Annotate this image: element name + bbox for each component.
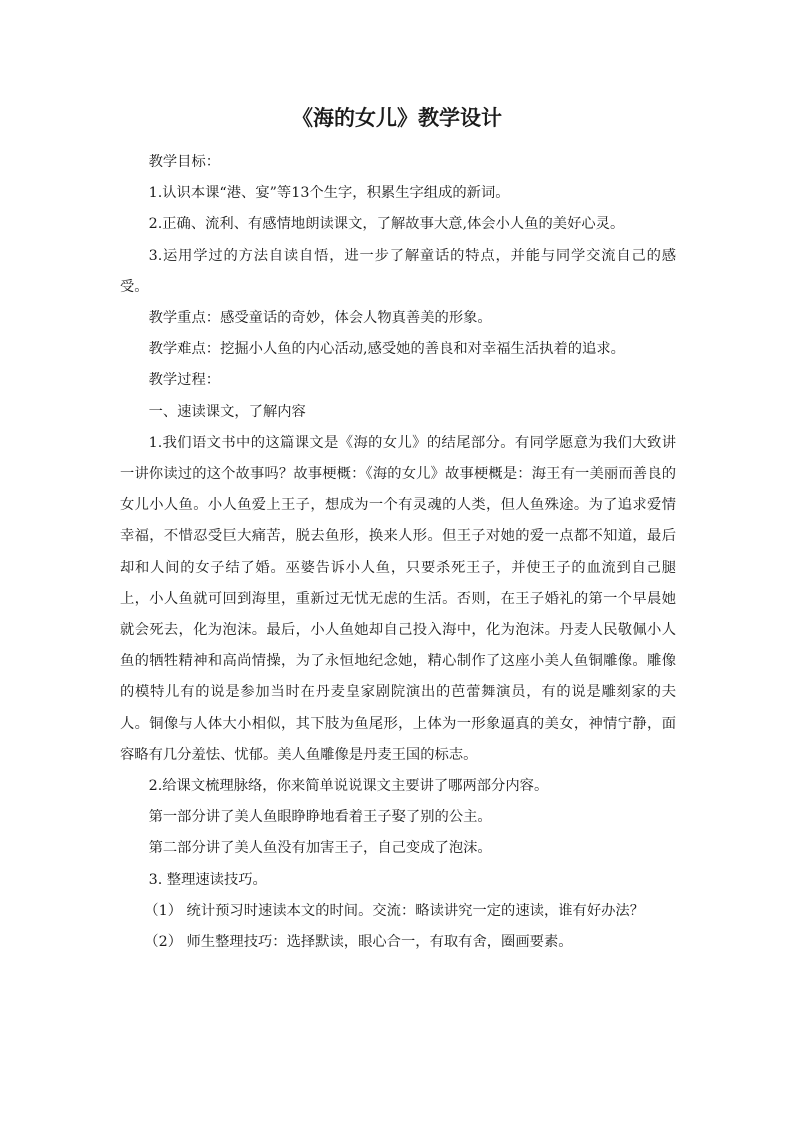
part-two-summary: 第二部分讲了美人鱼没有加害王子，自己变成了泡沫。 [148, 840, 492, 857]
objective-item-3: 3.运用学过的方法自读自悟，进一步了解童话的特点，并能与同学交流自己的感受。 [120, 247, 676, 295]
teaching-difficulty: 教学难点：挖掘小人鱼的内心活动,感受她的善良和对幸福生活执着的追求。 [148, 341, 625, 358]
skills-heading: 3. 整理速读技巧。 [148, 871, 267, 888]
part-one-summary: 第一部分讲了美人鱼眼睁睁地看着王子娶了别的公主。 [148, 809, 492, 826]
structure-question: 2.给课文梳理脉络，你来简单说说课文主要讲了哪两部分内容。 [148, 778, 549, 795]
document-title: 《海的女儿》教学设计 [292, 106, 502, 130]
skill-item-1: （1） 统计预习时速读本文的时间。交流：略读讲究一定的速读，谁有好办法？ [144, 902, 645, 919]
teaching-focus: 教学重点：感受童话的奇妙，体会人物真善美的形象。 [148, 310, 492, 327]
step-heading-1: 一、速读课文，了解内容 [148, 403, 306, 420]
section-heading-process: 教学过程： [148, 372, 221, 389]
objective-item-1: 1.认识本课“港、宴”等13个生字，积累生字组成的新词。 [148, 185, 510, 202]
section-heading-objectives: 教学目标： [148, 154, 221, 170]
skill-item-2: （2） 师生整理技巧：选择默读，眼心合一，有取有舍，圈画要素。 [144, 934, 573, 951]
story-summary-paragraph: 1.我们语文书中的这篇课文是《海的女儿》的结尾部分。有同学愿意为我们大致讲一讲你读过的这个故事吗？故事梗概：《海的女儿》故事梗概是：海王有一美丽而善良的女儿小人鱼。小人鱼爱上王子，想成为一个有灵魂的人类，但人鱼殊途。为了追求爱情幸福，不惜忍受巨大痛苦，脱去鱼形，换来人形。但王子对她的爱一点都不知道，最后却和人间的女子结了婚。巫婆告诉小人鱼，只要杀死王子，并使王子的血流到自己腿上，小人鱼就可回到海里，重新过无忧无虑的生活。否则，在王子婚礼的第一个早晨她就会死去，化为泡沫。最后，小人鱼她却自己投入海中，化为泡沫。丹麦人民敬佩小人鱼的牺牲精神和高尚情操，为了永恒地纪念她，精心制作了这座小美人鱼铜雕像。雕像的模特儿有的说是参加当时在丹麦皇家剧院演出的芭蕾舞演员，有的说是雕刻家的夫人。铜像与人体大小相似，其下肢为鱼尾形，上体为一形象逼真的美女，神情宁静，面容略有几分羞怯、忧郁。美人鱼雕像是丹麦王国的标志。 [120, 434, 676, 763]
objective-item-2: 2.正确、流利、有感情地朗读课文，了解故事大意,体会小人鱼的美好心灵。 [148, 216, 625, 233]
document-body [120, 147, 676, 958]
